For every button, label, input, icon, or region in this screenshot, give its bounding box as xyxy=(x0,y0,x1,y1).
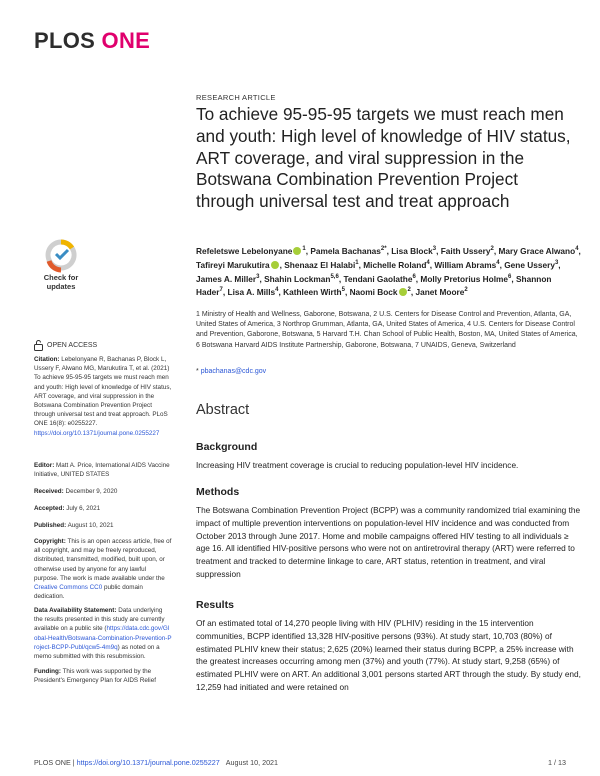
open-lock-icon xyxy=(34,340,43,351)
author-name[interactable]: Janet Moore xyxy=(415,287,465,298)
citation-block xyxy=(34,355,172,438)
orcid-icon[interactable] xyxy=(293,247,301,255)
author-name[interactable]: William Abrams xyxy=(434,259,497,270)
open-access-label: OPEN ACCESS xyxy=(47,342,98,349)
author-affiliation-marker: 4 xyxy=(496,259,500,266)
citation-label: Citation: xyxy=(34,356,60,363)
author-affiliation-marker: 6 xyxy=(508,273,512,280)
page-footer xyxy=(34,758,278,767)
author-name[interactable]: Gene Ussery xyxy=(504,259,555,270)
received-block xyxy=(34,487,172,496)
author-affiliation-marker: 3 xyxy=(432,246,437,252)
footer-separator: | xyxy=(70,758,77,767)
abstract-heading: Abstract xyxy=(196,402,250,418)
author-name[interactable]: Pamela Bachanas xyxy=(310,245,381,256)
methods-text: The Botswana Combination Prevention Project (BCPP) was a community randomized trial examining the impact of multiple prevention interventions on population-level HIV incidence and was conducted from October 2013 through June 2017. Home and mobile campaigns offered HIV testing to all individuals ≥ age 16. All identified HIV-positive persons who were not on antiretroviral therapy (ART) were referred to treatment and tracked to determine linkage to care, ART status, retention in treatment, and viral suppression xyxy=(196,505,581,579)
author-name[interactable]: Shahin Lockman xyxy=(264,273,331,284)
author-affiliation-marker: 7 xyxy=(219,287,223,294)
author-name[interactable]: Tendani Gaolathe xyxy=(343,273,413,284)
creative-commons-link[interactable]: Creative Commons CC0 xyxy=(34,584,103,592)
author-name[interactable]: Kathleen Wirth xyxy=(283,287,342,298)
author-list: Refeletswe Lebelonyane $^1$, Pamela Bachanas$^{2*}$, Lisa Block$^3$, Faith Ussery$^2$, Mary Grace Alwano$^4$, Tafireyi Marukutira , Shenaaz El Halabi$^1$, Michelle Roland$^4$, William Abrams$^4$, Gene Ussery$^3$, James A. Miller$^3$, Shahin Lockman$^{5,6}$, Tendani Gaolathe$^6$, Molly Pretorius Holme$^6$, Shannon Hader$^7$, Lisa A. Mills$^4$, Kathleen Wirth$^5$, Naomi Bock $^2$, Janet Moore$^2$ xyxy=(196,245,581,298)
editor-block xyxy=(34,461,172,479)
citation-text: Lebelonyane R, Bachanas P, Block L, Ussery F, Alwano MG, Marukutira T, et al. (2021) To achieve 95-95-95 targets we must reach men and youth: High level of knowledge of HIV status, ART coverage, and viral suppression in the Botswana Combination Prevention Project through universal test and treat approach. PLoS ONE 16(8): e0255227. xyxy=(34,356,172,428)
author-affiliation-marker: 4 xyxy=(575,246,579,252)
check-for-updates-line1: Check for xyxy=(43,273,79,282)
author-affiliation-marker: 4 xyxy=(426,259,430,266)
author-affiliation-marker: 3 xyxy=(256,273,260,280)
author-affiliation-marker: 3 xyxy=(554,259,559,266)
copyright-text: This is an open access article, free of all copyright, and may be freely reproduced, distributed, transmitted, modified, built upon, or otherwise used by anyone for any lawful purpose. The work is made available under the xyxy=(34,538,172,582)
affiliations: 1 Ministry of Health and Wellness, Gaborone, Botswana, 2 U.S. Centers for Disease Control and Prevention, Atlanta, GA, United States of America, 3 Northrop Grumman, Atlanta, GA, United States of America, 4 U.S. Centers for Disease Control and Prevention, Gaborone, Botswana, 5 Harvard T.H. Chan School of Public Health, Boston, MA, United States of America, 6 Botswana Harvard AIDS Institute Partnership, Gaborone, Botswana, 7 UNAIDS, Geneva, Switzerland xyxy=(196,311,578,349)
author-name[interactable]: James A. Miller xyxy=(196,273,257,284)
journal-logo-one: ONE xyxy=(101,28,151,53)
results-heading: Results xyxy=(196,599,234,611)
published-date: August 10, 2021 xyxy=(67,522,114,529)
footer-date: August 10, 2021 xyxy=(225,758,279,767)
correspondence-email-link[interactable]: pbachanas@cdc.gov xyxy=(200,368,267,375)
author-affiliation-marker: 4 xyxy=(275,287,279,294)
author-affiliation-marker: 2 xyxy=(464,287,468,294)
copyright-tail: public domain dedication. xyxy=(34,584,143,601)
journal-logo xyxy=(34,28,150,54)
author-affiliation-marker: 2 xyxy=(490,246,494,252)
accepted-label: Accepted: xyxy=(34,505,65,512)
orcid-icon[interactable] xyxy=(271,261,279,269)
footer-doi-link[interactable]: https://doi.org/10.1371/journal.pone.0255227 xyxy=(76,758,220,767)
citation-doi-link[interactable]: https://doi.org/10.1371/journal.pone.0255227 xyxy=(34,429,160,437)
author-affiliation-marker: 2* xyxy=(380,246,387,252)
author-name[interactable]: Molly Pretorius Holme xyxy=(420,273,509,284)
funding-label: Funding: xyxy=(34,668,61,675)
accepted-block xyxy=(34,504,172,513)
data-availability-link[interactable]: https://data.cdc.gov/Global-Health/Botswana-Combination-Prevention-Project-BCPP-Publ/qcw5-4m9q xyxy=(34,625,172,651)
data-availability-block xyxy=(34,606,172,661)
author-name[interactable]: Faith Ussery xyxy=(440,245,491,256)
correspondence xyxy=(196,368,266,375)
author-affiliation-marker: 1 xyxy=(302,246,306,252)
author-name[interactable]: Refeletswe Lebelonyane xyxy=(196,245,293,256)
author-name[interactable]: Naomi Bock xyxy=(349,287,398,298)
data-availability-label: Data Availability Statement: xyxy=(34,607,117,614)
author-affiliation-marker: 6 xyxy=(412,273,416,280)
data-availability-text: Data underlying the results presented in this study are currently available on a public site ( xyxy=(34,607,165,633)
funding-block xyxy=(34,667,172,685)
author-name[interactable]: Shenaaz El Halabi xyxy=(284,259,356,270)
author-name[interactable]: Lisa Block xyxy=(391,245,433,256)
author-affiliation-marker: 5,6 xyxy=(330,273,339,280)
published-block xyxy=(34,521,172,530)
author-name[interactable]: Tafireyi Marukutira xyxy=(196,259,270,270)
author-affiliation-marker: 5 xyxy=(341,287,345,294)
copyright-block xyxy=(34,537,172,601)
page-number: 1 / 13 xyxy=(548,758,566,767)
editor-text: Matt A. Price, International AIDS Vaccine Initiative, UNITED STATES xyxy=(34,462,170,479)
author-affiliation-marker: 2 xyxy=(407,287,411,294)
funding-text: This work was supported by the President's Emergency Plan for AIDS Relief xyxy=(34,668,156,685)
orcid-icon[interactable] xyxy=(399,288,407,296)
article-type-label: RESEARCH ARTICLE xyxy=(196,93,276,102)
journal-logo-plos: PLOS xyxy=(34,28,96,53)
background-text: Increasing HIV treatment coverage is crucial to reducing population-level HIV incidence. xyxy=(196,460,519,470)
author-name[interactable]: Lisa A. Mills xyxy=(227,287,276,298)
author-affiliation-marker: 1 xyxy=(355,259,359,266)
author-name[interactable]: Michelle Roland xyxy=(363,259,427,270)
editor-label: Editor: xyxy=(34,462,55,469)
open-access-badge xyxy=(34,340,97,351)
check-for-updates-line2: updates xyxy=(46,282,76,291)
published-label: Published: xyxy=(34,522,67,529)
received-date: December 9, 2020 xyxy=(65,488,118,495)
methods-heading: Methods xyxy=(196,486,240,498)
results-text: Of an estimated total of 14,270 people living with HIV (PLHIV) residing in the 15 intervention communities, BCPP identified 13,328 HIV-positive persons (93%). At study start, 10,703 (80%) of estimated PLHIV knew their status; 2,625 (20%) learned their status during BCPP, a 25% increase with the greatest increases occurring among men (37%) and youth (77%). At study start, 9,258 (65%) of estimated PLHIV were on ART. An additional 3,001 persons started ART through the study. By study end, 12,259 had initiated and were retained on xyxy=(196,618,581,692)
received-label: Received: xyxy=(34,488,64,495)
correspondence-mark: * xyxy=(196,368,199,375)
check-for-updates-icon xyxy=(34,239,88,273)
author-name[interactable]: Shannon Hader xyxy=(196,273,552,298)
data-availability-tail: ) as noted on a memo submitted with this resubmission. xyxy=(34,643,160,661)
footer-journal: PLOS ONE xyxy=(34,758,71,767)
background-heading: Background xyxy=(196,441,258,453)
author-name[interactable]: Mary Grace Alwano xyxy=(498,245,576,256)
copyright-label: Copyright: xyxy=(34,538,66,545)
accepted-date: July 6, 2021 xyxy=(66,505,101,512)
article-title: To achieve 95-95-95 targets we must reach men and youth: High level of knowledge of HIV status, ART coverage, and viral suppression in the Botswana Combination Prevention Project through universal test and treat approach xyxy=(196,104,571,212)
check-for-updates-badge[interactable] xyxy=(34,239,88,293)
